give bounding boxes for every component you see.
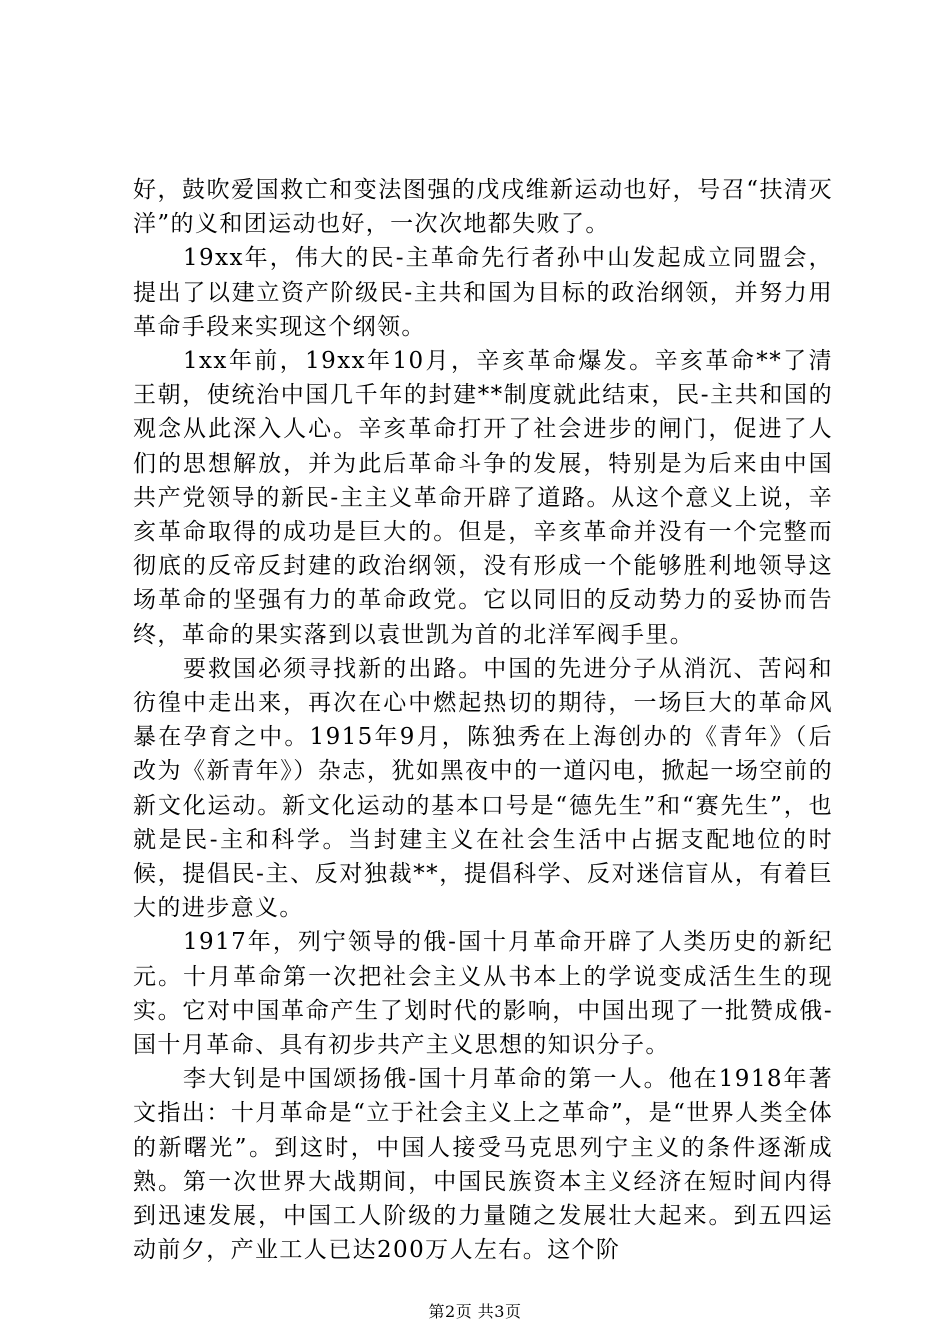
paragraph-6: 李大钊是中国颂扬俄-国十月革命的第一人。他在1918年著文指出：十月革命是“立于社会主义上之革命”，是“世界人类全体的新曙光”。到这时，中国人接受马克思列宁主义的条件逐渐成熟。第一次世界大战期间，中国民族资本主义经济在短时间内得到迅速发展，中国工人阶级的力量随之发展壮大起来。到五四运动前夕，产业工人已达200万人左右。这个阶	[133, 1066, 833, 1264]
paragraph-1: 好，鼓吹爱国救亡和变法图强的戊戌维新运动也好，号召“扶清灭洋”的义和团运动也好，一次次地都失败了。	[133, 177, 833, 238]
paragraph-4: 要救国必须寻找新的出路。中国的先进分子从消沉、苦闷和彷徨中走出来，再次在心中燃起热切的期待，一场巨大的革命风暴在孕育之中。1915年9月，陈独秀在上海创办的《青年》（后改为《新青年》）杂志，犹如黑夜中的一道闪电，掀起一场空前的新文化运动。新文化运动的基本口号是“德先生”和“赛先生”，也就是民-主和科学。当封建主义在社会生活中占据支配地位的时候，提倡民-主、反对独裁**，提倡科学、反对迷信盲从，有着巨大的进步意义。	[133, 655, 833, 922]
document-body	[133, 173, 833, 1268]
paragraph-5: 1917年，列宁领导的俄-国十月革命开辟了人类历史的新纪元。十月革命第一次把社会主义从书本上的学说变成活生生的现实。它对中国革命产生了划时代的影响，中国出现了一批赞成俄-国十月革命、具有初步共产主义思想的知识分子。	[133, 929, 833, 1059]
paragraph-2: 19xx年，伟大的民-主革命先行者孙中山发起成立同盟会，提出了以建立资产阶级民-主共和国为目标的政治纲领，并努力用革命手段来实现这个纲领。	[133, 245, 833, 340]
page-number-footer: 第2页 共3页	[428, 1302, 522, 1321]
paragraph-3: 1xx年前，19xx年10月，辛亥革命爆发。辛亥革命**了清王朝，使统治中国几千年的封建**制度就此结束，民-主共和国的观念从此深入人心。辛亥革命打开了社会进步的闸门，促进了人们的思想解放，并为此后革命斗争的发展，特别是为后来由中国共产党领导的新民-主主义革命开辟了道路。从这个意义上说，辛亥革命取得的成功是巨大的。但是，辛亥革命并没有一个完整而彻底的反帝反封建的政治纲领，没有形成一个能够胜利地领导这场革命的坚强有力的革命政党。它以同旧的反动势力的妥协而告终，革命的果实落到以袁世凯为首的北洋军阀手里。	[133, 348, 833, 648]
